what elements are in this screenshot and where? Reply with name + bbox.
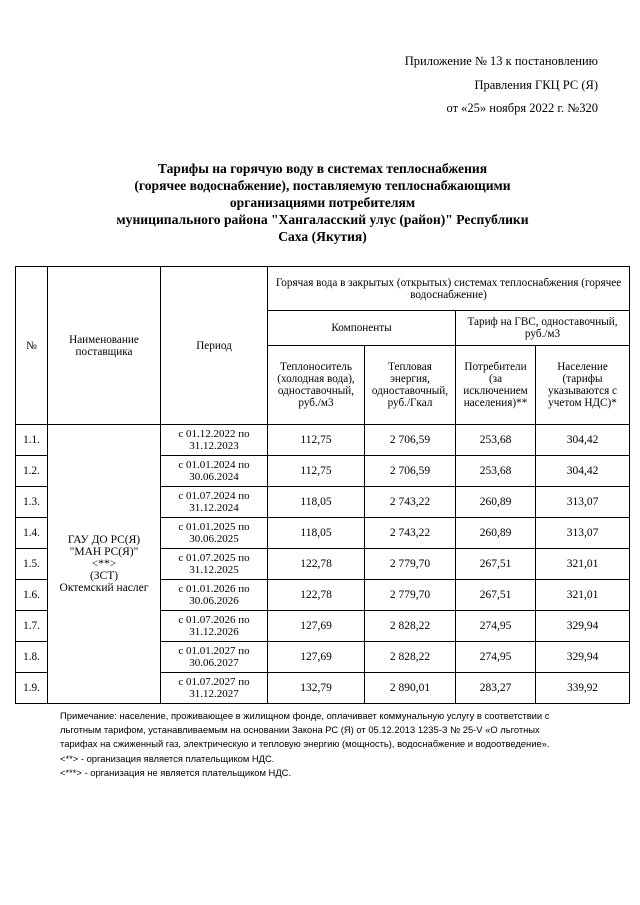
row-energy: 2 706,59 — [365, 456, 456, 487]
note-line-5: <***> - организация не является плательщиком НДС. — [60, 766, 292, 778]
row-carrier: 118,05 — [268, 518, 365, 549]
note-line-4: <**> - организация является плательщиком НДС. — [60, 752, 275, 764]
header-components: Компоненты — [268, 311, 456, 346]
row-energy: 2 828,22 — [365, 642, 456, 673]
supplier-line5: Октемский наслег — [59, 582, 149, 594]
row-carrier: 112,75 — [268, 425, 365, 456]
row-consumers: 253,68 — [456, 425, 536, 456]
row-carrier: 122,78 — [268, 580, 365, 611]
row-number: 1.9. — [16, 673, 48, 704]
header-period: Период — [161, 267, 268, 425]
header-num: № — [16, 267, 48, 425]
row-carrier: 112,75 — [268, 456, 365, 487]
title-line-4: муниципального района "Хангаласский улус (район)" Республики — [116, 212, 529, 227]
row-period: с 01.07.2026 по 31.12.2026 — [161, 611, 268, 642]
title-line-2: (горячее водоснабжение), поставляемую теплоснабжающими — [134, 178, 511, 193]
row-carrier: 118,05 — [268, 487, 365, 518]
row-carrier: 132,79 — [268, 673, 365, 704]
header-population: Население (тарифы указываются с учетом НДС)* — [536, 346, 630, 425]
row-number: 1.6. — [16, 580, 48, 611]
row-carrier: 127,69 — [268, 642, 365, 673]
row-energy: 2 779,70 — [365, 549, 456, 580]
supplier-line2: "МАН РС(Я)" — [69, 546, 139, 558]
row-population: 321,01 — [536, 580, 630, 611]
row-period: с 01.07.2024 по 31.12.2024 — [161, 487, 268, 518]
row-period: с 01.01.2024 по 30.06.2024 — [161, 456, 268, 487]
header-energy: Тепловая энергия, одноставочный, руб./Гкал — [365, 346, 456, 425]
appendix-line-1: Приложение № 13 к постановлению — [404, 54, 598, 68]
supplier-line3: <**> — [91, 558, 117, 570]
supplier-name — [48, 425, 161, 704]
row-energy: 2 828,22 — [365, 611, 456, 642]
appendix-line-3: от «25» ноября 2022 г. №320 — [446, 101, 598, 115]
row-energy: 2 706,59 — [365, 425, 456, 456]
note-line-3: тарифах на сжиженный газ, электрическую и тепловую энергию (мощность), водоснабжение и водоотведение». — [60, 738, 550, 750]
supplier-line1: ГАУ ДО РС(Я) — [67, 534, 141, 546]
title-line-5: Саха (Якутия) — [278, 229, 367, 244]
header-carrier: Теплоноситель (холодная вода), одноставочный, руб./м3 — [268, 346, 365, 425]
note-line-1: Примечание: население, проживающее в жилищном фонде, оплачивает коммунальную услугу в соответствии с — [60, 710, 550, 721]
table-row — [16, 425, 630, 456]
row-number: 1.1. — [16, 425, 48, 456]
row-number: 1.2. — [16, 456, 48, 487]
row-carrier: 122,78 — [268, 549, 365, 580]
row-energy: 2 743,22 — [365, 518, 456, 549]
row-period: с 01.07.2027 по 31.12.2027 — [161, 673, 268, 704]
note-line-2: льготным тарифом, устанавливаемым на основании Закона РС (Я) от 05.12.2013 1235-З № 25-V «О льготных — [60, 724, 540, 736]
row-population: 329,94 — [536, 642, 630, 673]
row-number: 1.8. — [16, 642, 48, 673]
row-period: с 01.01.2025 по 30.06.2025 — [161, 518, 268, 549]
row-energy: 2 890,01 — [365, 673, 456, 704]
row-energy: 2 779,70 — [365, 580, 456, 611]
row-consumers: 267,51 — [456, 580, 536, 611]
row-population: 313,07 — [536, 487, 630, 518]
row-period: с 01.01.2026 по 30.06.2026 — [161, 580, 268, 611]
row-number: 1.4. — [16, 518, 48, 549]
row-number: 1.7. — [16, 611, 48, 642]
row-population: 321,01 — [536, 549, 630, 580]
row-consumers: 283,27 — [456, 673, 536, 704]
row-period: с 01.07.2025 по 31.12.2025 — [161, 549, 268, 580]
header-consumers: Потребители (за исключением населения)** — [456, 346, 536, 425]
supplier-line4: (ЗСТ) — [89, 570, 119, 582]
row-number: 1.5. — [16, 549, 48, 580]
row-population: 304,42 — [536, 425, 630, 456]
title-line-1: Тарифы на горячую воду в системах теплоснабжения — [157, 161, 488, 176]
row-number: 1.3. — [16, 487, 48, 518]
tariff-table — [15, 266, 630, 704]
row-population: 313,07 — [536, 518, 630, 549]
row-consumers: 267,51 — [456, 549, 536, 580]
row-population: 304,42 — [536, 456, 630, 487]
row-energy: 2 743,22 — [365, 487, 456, 518]
row-consumers: 274,95 — [456, 642, 536, 673]
document-title — [40, 160, 605, 245]
row-period: с 01.01.2027 по 30.06.2027 — [161, 642, 268, 673]
title-line-3: организациями потребителям — [229, 195, 416, 210]
row-population: 329,94 — [536, 611, 630, 642]
row-period: с 01.12.2022 по 31.12.2023 — [161, 425, 268, 456]
header-tariff-gvs: Тариф на ГВС, одноставочный, руб./м3 — [456, 311, 630, 346]
appendix-line-2: Правления ГКЦ РС (Я) — [474, 78, 598, 92]
header-hot-water-group: Горячая вода в закрытых (открытых) системах теплоснабжения (горячее водоснабжение) — [268, 267, 630, 311]
row-consumers: 260,89 — [456, 518, 536, 549]
row-consumers: 260,89 — [456, 487, 536, 518]
row-carrier: 127,69 — [268, 611, 365, 642]
row-consumers: 274,95 — [456, 611, 536, 642]
row-population: 339,92 — [536, 673, 630, 704]
header-supplier: Наименование поставщика — [48, 267, 161, 425]
notes — [60, 709, 600, 780]
row-consumers: 253,68 — [456, 456, 536, 487]
